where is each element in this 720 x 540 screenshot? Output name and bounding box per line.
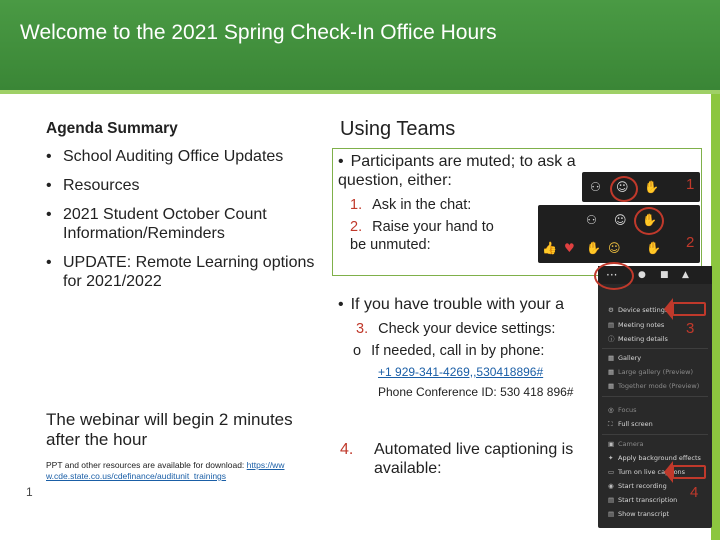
- right-accent-bar: [711, 94, 720, 540]
- phone-number-link[interactable]: +1 929-341-4269,,530418896#: [378, 365, 544, 379]
- header-divider: [0, 90, 720, 94]
- agenda-section: [46, 120, 316, 301]
- menu-item-full-screen[interactable]: ⛶ Full screen: [608, 420, 653, 428]
- menu-item-start-transcription[interactable]: ▤ Start transcription: [608, 496, 678, 504]
- step-number: 3.: [356, 321, 369, 337]
- agenda-list: [46, 147, 316, 291]
- menu-separator: [602, 348, 708, 349]
- slide-number: 1: [26, 485, 33, 499]
- menu-item-gallery[interactable]: ▦ Gallery: [608, 354, 642, 362]
- mic-icon[interactable]: ●: [638, 270, 646, 280]
- agenda-item: • UPDATE: Remote Learning options for 2021/2022: [46, 253, 316, 291]
- agenda-item: • School Auditing Office Updates: [46, 147, 316, 166]
- clap-reaction-icon[interactable]: ✋: [586, 241, 601, 255]
- agenda-title: Agenda Summary: [46, 120, 178, 137]
- trouble-text: If you have trouble with your a: [350, 296, 565, 313]
- chat-highlight-circle: [610, 176, 638, 202]
- laugh-reaction-icon[interactable]: ☺: [608, 241, 621, 255]
- trouble-bullet: • If you have trouble with your a: [338, 296, 565, 313]
- callout-3: 3: [686, 320, 695, 337]
- teams-toolbar-chat-screenshot: [582, 172, 700, 202]
- share-icon[interactable]: ▲: [682, 270, 689, 280]
- menu-item-background-effects[interactable]: ✦ Apply background effects: [608, 454, 701, 462]
- step-device-settings-text: Check your device settings:: [378, 321, 556, 337]
- callout-2: 2: [686, 234, 695, 251]
- callout-4: 4: [690, 484, 699, 501]
- raise-hand-icon[interactable]: ✋: [642, 213, 657, 227]
- option-raise-hand: [350, 218, 510, 254]
- device-settings-arrow: [672, 302, 706, 316]
- menu-item-show-transcript[interactable]: ▤ Show transcript: [608, 510, 670, 518]
- raise-hand-highlight-circle: [634, 207, 664, 235]
- callout-1: 1: [686, 176, 695, 193]
- step-call-in-text: If needed, call in by phone:: [371, 343, 545, 359]
- option-number: 2.: [350, 219, 363, 235]
- menu-item-meeting-notes[interactable]: ▤ Meeting notes: [608, 321, 665, 329]
- more-options-highlight-circle: [594, 262, 634, 290]
- live-caption-text: Automated live captioning is available:: [374, 441, 574, 477]
- more-options-icon[interactable]: ···: [606, 268, 618, 282]
- option-chat-text: Ask in the chat:: [372, 197, 472, 213]
- chat-icon[interactable]: ☺: [614, 213, 627, 227]
- menu-item-device-settings[interactable]: ⚙ Device settings: [608, 306, 669, 314]
- chat-icon[interactable]: ☺: [616, 180, 629, 194]
- menu-item-meeting-details[interactable]: ⓘ Meeting details: [608, 335, 668, 343]
- menu-item-focus[interactable]: ◎ Focus: [608, 406, 637, 414]
- participants-muted-bullet: • Participants are muted; to ask a question, either:: [338, 153, 576, 189]
- slide-title: Welcome to the 2021 Spring Check-In Office Hours: [20, 21, 497, 44]
- step-call-in: [353, 342, 544, 360]
- agenda-item: • 2021 Student October Count Information/Reminders: [46, 205, 316, 243]
- title-banner: [0, 0, 720, 90]
- webinar-start-note: The webinar will begin 2 minutes after the hour: [46, 410, 293, 449]
- ppt-download-note: [46, 460, 286, 482]
- menu-item-live-captions[interactable]: ▭ Turn on live captions: [608, 468, 686, 476]
- ppt-note-text: PPT and other resources are available for download:: [46, 460, 245, 470]
- menu-separator: [602, 396, 708, 397]
- hand-icon[interactable]: ✋: [644, 180, 659, 194]
- teams-reactions-screenshot: [538, 205, 700, 263]
- agenda-item: • Resources: [46, 176, 316, 195]
- menu-item-large-gallery[interactable]: ▦ Large gallery (Preview): [608, 368, 694, 376]
- step-bullet-o: o: [353, 343, 362, 359]
- step-device-settings: [356, 320, 555, 338]
- resources-link[interactable]: https://www.cde.state.co.us/cdefinance/auditunit_trainings: [46, 460, 285, 481]
- live-captions-arrow: [672, 465, 706, 479]
- raise-hand-reaction-icon[interactable]: ✋: [646, 241, 661, 255]
- participants-icon: ⚇: [586, 213, 597, 227]
- conference-id: Phone Conference ID: 530 418 896#: [378, 385, 574, 399]
- menu-separator: [602, 434, 708, 435]
- live-caption-step: [340, 440, 590, 477]
- heart-reaction-icon[interactable]: ♥: [564, 241, 575, 255]
- menu-item-together-mode[interactable]: ▦ Together mode (Preview): [608, 382, 700, 390]
- teams-section-title: Using Teams: [340, 118, 456, 140]
- camera-icon[interactable]: ■: [660, 270, 669, 280]
- menu-item-camera[interactable]: ▣ Camera: [608, 440, 644, 448]
- option-number: 1.: [350, 197, 363, 213]
- menu-item-start-recording[interactable]: ◉ Start recording: [608, 482, 667, 490]
- step-number: 4.: [340, 441, 354, 458]
- option-raise-hand-text: Raise your hand to be unmuted:: [350, 219, 494, 253]
- like-reaction-icon[interactable]: 👍: [542, 241, 557, 255]
- participants-icon: ⚇: [590, 180, 601, 194]
- participants-muted-text: Participants are muted; to ask a question, either:: [338, 153, 576, 189]
- option-chat: [350, 196, 471, 214]
